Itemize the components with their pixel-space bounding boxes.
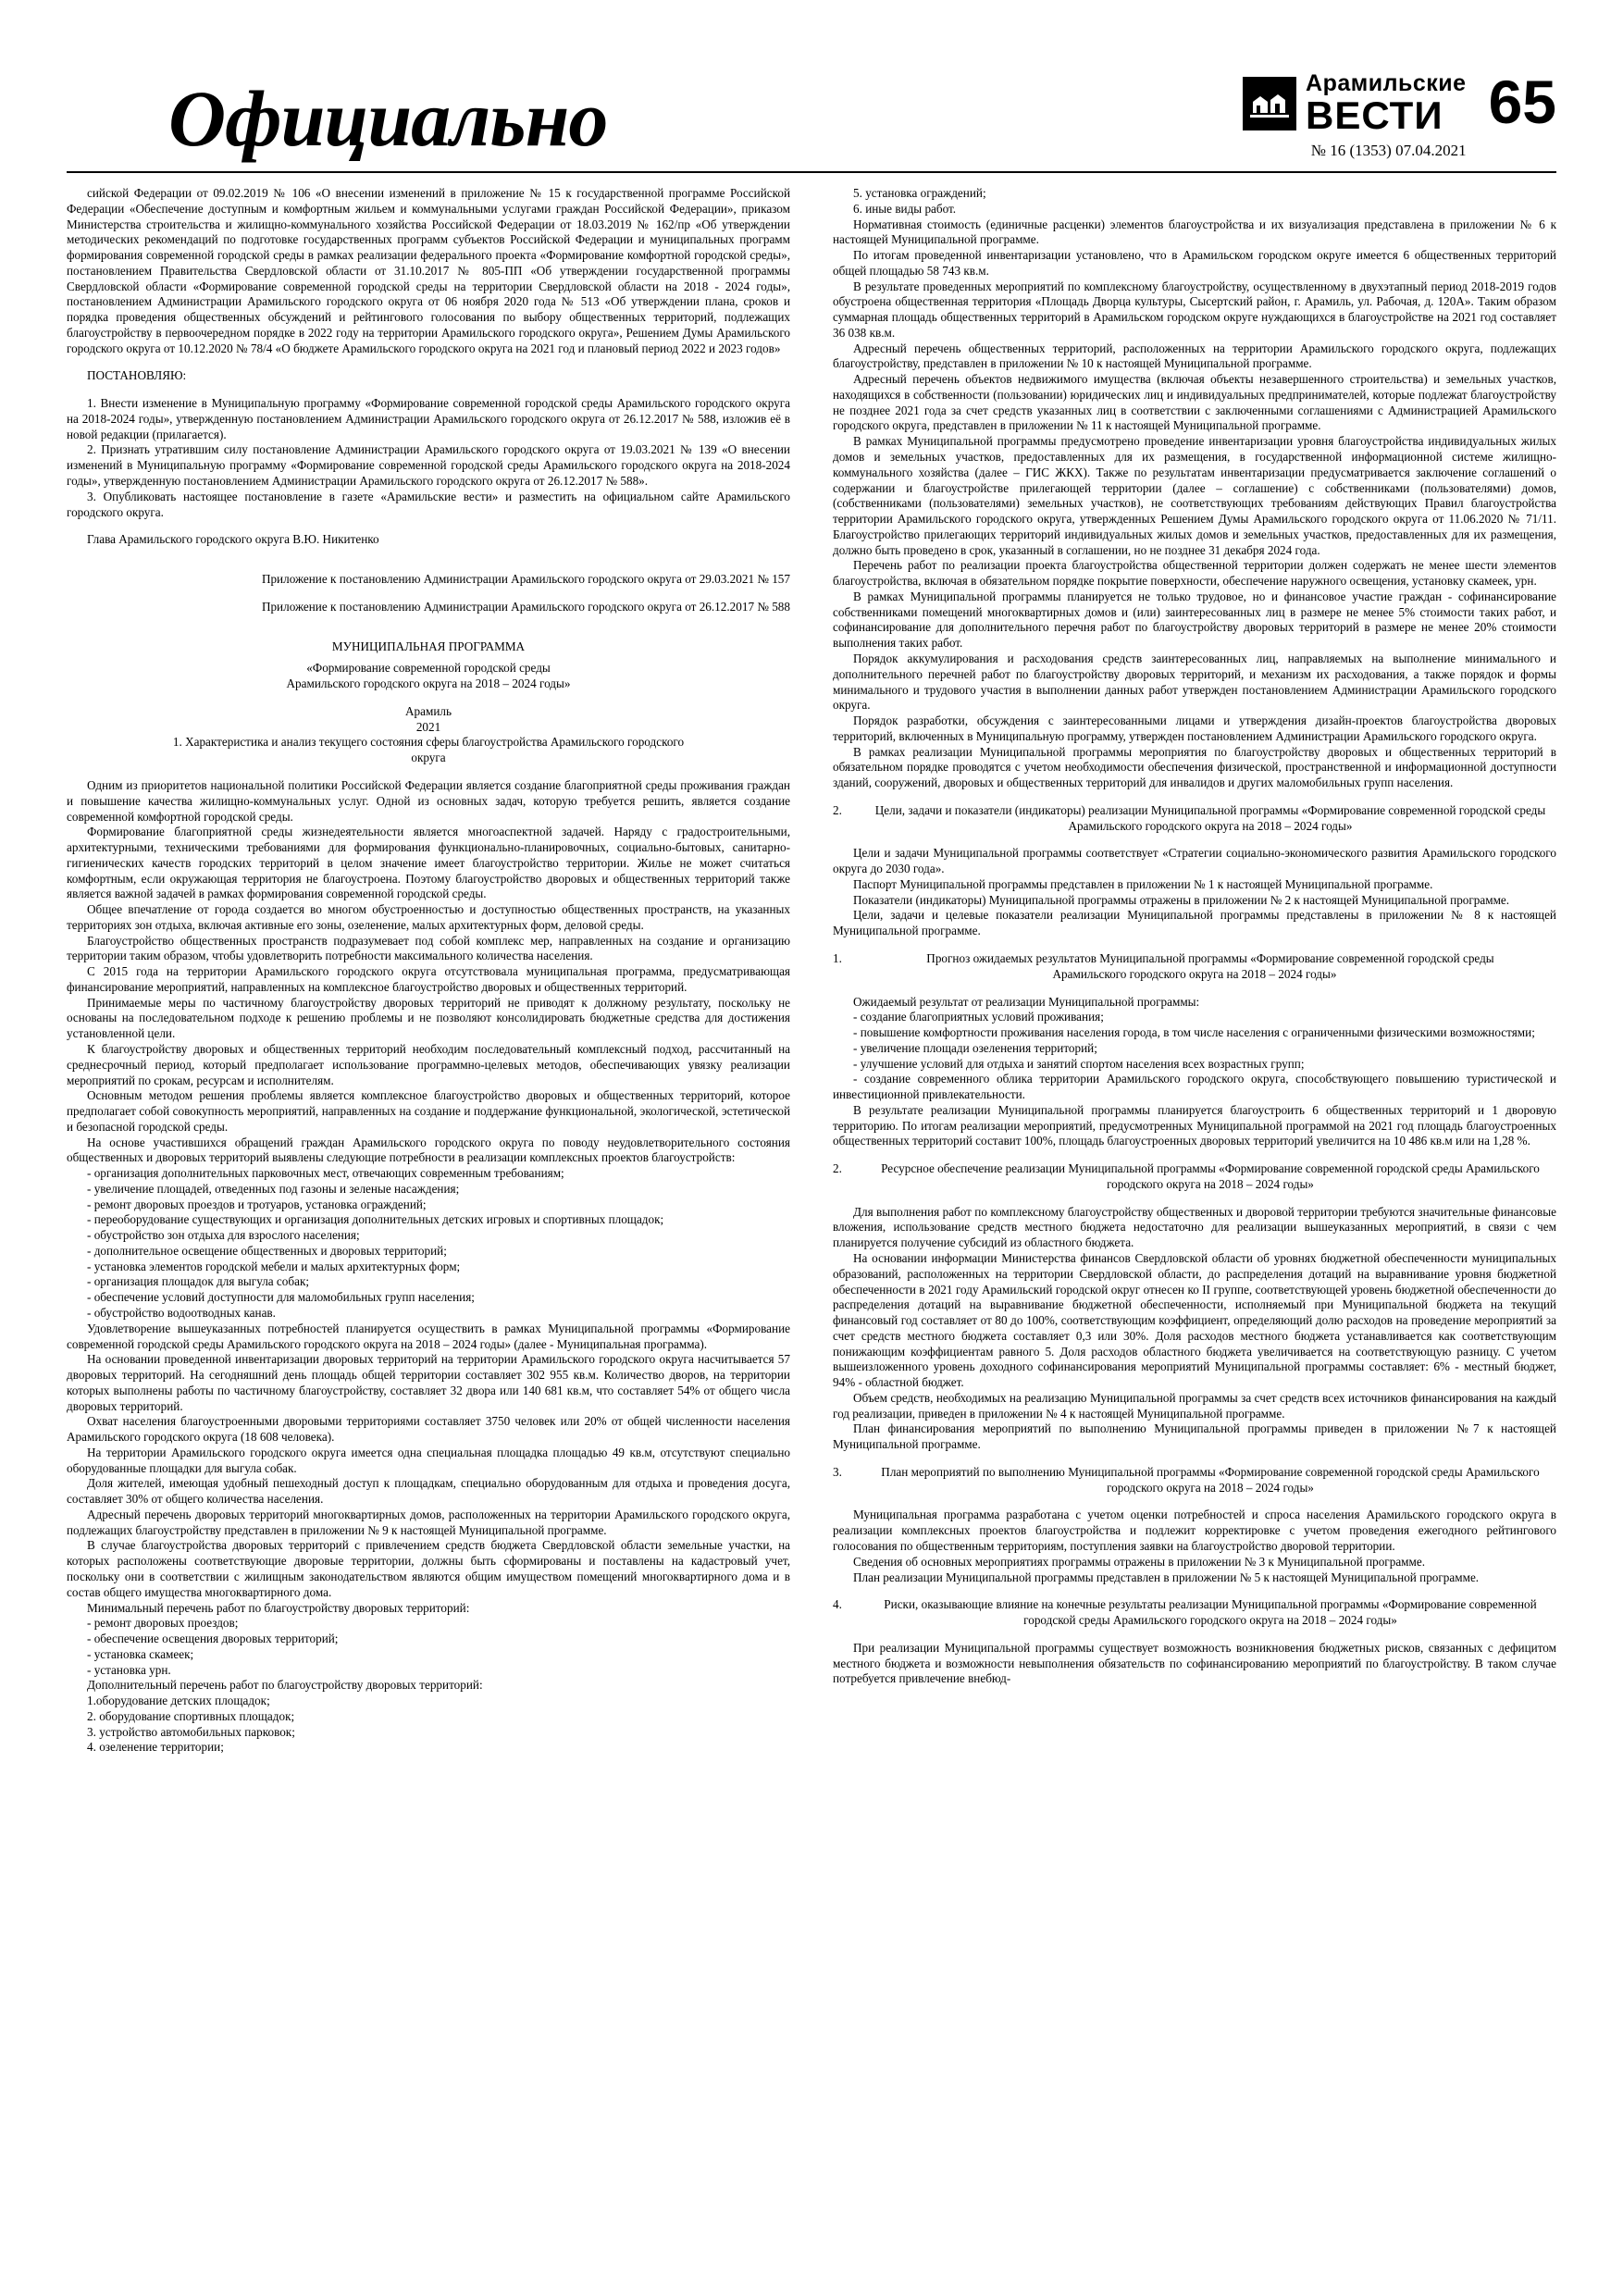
body-paragraph: - обеспечение условий доступности для маломобильных групп населения; bbox=[87, 1290, 475, 1305]
body-paragraph: Минимальный перечень работ по благоустройству дворовых территорий: bbox=[87, 1600, 470, 1615]
body-paragraph: В случае благоустройства дворовых территорий с привлечением средств бюджета Свердловской области земельные участки, на которых расположены соответствующие дворовые территории, должны быть сформированы и поставлены на кадастровый учет, поскольку они в соответствии с жилищным законодательством являются общим имуществом помещений многоквартирного дома и в состав общего имущества многоквартирного дома. bbox=[67, 1538, 790, 1599]
section-number: 1. bbox=[833, 950, 842, 965]
brand-block bbox=[1243, 72, 1467, 158]
body-paragraph: К благоустройству дворовых и общественных территорий необходим последовательный комплексный подход, рассчитанный на среднесрочный период, который предполагает использование программно-целевых методов, обеспечивающих увязку реализации мероприятий по срокам, ресурсам и исполнителям. bbox=[67, 1041, 790, 1087]
body-paragraph: 1.оборудование детских площадок; bbox=[87, 1694, 270, 1708]
paragraph-spacer bbox=[67, 766, 790, 778]
body-paragraph: 3. Опубликовать настоящее постановление в газете «Арамильские вести» и разместить на официальном сайте Арамильского городского округа. bbox=[67, 489, 790, 519]
brand-names bbox=[1306, 72, 1467, 135]
body-paragraph: - увеличение площади озеленения территорий; bbox=[853, 1040, 1097, 1055]
brand-line-2: ВЕСТИ bbox=[1306, 93, 1443, 137]
section-title: Прогноз ожидаемых результатов Муниципальной программы «Формирование современной городской среды bbox=[926, 950, 1494, 965]
body-paragraph: Нормативная стоимость (единичные расценки) элементов благоустройства и их визуализация представлена в приложении № 6 к настоящей Муниципальной программе. bbox=[833, 217, 1556, 247]
paragraph-spacer bbox=[833, 1496, 1556, 1508]
body-paragraph: 2. Признать утратившим силу постановление Администрации Арамильского городского округа от 19.03.2021 № 139 «О внесении изменений в Муниципальную программу «Формирование современной городской среды Арамильского городского округа на 2018-2024 годы», утвержденную постановлением Администрации Арамильского городского округа от 26.12.2017 № 588». bbox=[67, 442, 790, 489]
paragraph-spacer bbox=[833, 1149, 1556, 1161]
paragraph-spacer bbox=[67, 692, 790, 704]
body-paragraph: С 2015 года на территории Арамильского городского округа отсутствовала муниципальная программа, предусматривающая финансирование мероприятий, направленных на комплексное благоустройство дворовых и общественных территорий. bbox=[67, 964, 790, 994]
body-paragraph: Сведения об основных мероприятиях программы отражены в приложении № 3 к Муниципальной программе. bbox=[853, 1554, 1426, 1569]
body-paragraph: Для выполнения работ по комплексному благоустройству общественных и дворовой территории требуются значительные финансовые вложения, использование средств местного бюджета недостаточно для реализации вышеуказанных мероприятий, в связи с чем планируется получение субсидий из областного бюджета. bbox=[833, 1204, 1556, 1250]
paragraph-spacer bbox=[67, 588, 790, 600]
paragraph-spacer bbox=[833, 1453, 1556, 1465]
masthead-divider bbox=[67, 171, 1556, 173]
body-paragraph: Порядок аккумулирования и расходования средств заинтересованных лиц, направляемых на выполнение минимального и дополнительного перечней работ по благоустройству дворовых территорий, и механизм их расходования, а также порядок и формы минимального и трудового участия в выполнении данных работ утвержден постановлением Администрации Арамильского городского округа. bbox=[833, 651, 1556, 713]
paragraph-spacer bbox=[833, 1193, 1556, 1205]
body-paragraph: Порядок разработки, обсуждения с заинтересованными лицами и утверждения дизайн-проектов благоустройства дворовых территорий, включенных в Муниципальную программу, утвержден постановлением Администрации Арамильского городского округа. bbox=[833, 714, 1556, 743]
body-paragraph: Арамильского городского округа на 2018 – 2024 годы» bbox=[1052, 966, 1337, 981]
body-paragraph: Формирование благоприятной среды жизнедеятельности является многоаспектной задачей. Наряду с градостроительными, архитектурными, техническими требованиями для формирования функционально-планировочных, социально-бытовых, санитарно-гигиенических качеств городских территорий в целом значение имеет благоустройство территории. Жилье не может считаться комфортным, если окружающая территория не благоустроена. Поэтому благоустройство дворовых и общественных территорий также является важной задачей в рамках формирования современной городской среды. bbox=[67, 825, 790, 901]
brand-row bbox=[1243, 72, 1467, 135]
body-paragraph: 4. озеленение территории; bbox=[87, 1740, 224, 1755]
body-paragraph: В результате проведенных мероприятий по комплексному благоустройству, осуществленному в двухэтапный период 2018-2019 годов обустроена общественная территория «Площадь Дворца культуры, Сысертский район, г. Арамиль, ул. Рабочая, д. 120А». Таким образом суммарная площадь общественных территорий в Арамильском городском округе нуждающихся в благоустройстве на 2021 год составляет 36 038 кв.м. bbox=[833, 279, 1556, 340]
body-paragraph: 1. Внести изменение в Муниципальную программу «Формирование современной городской среды Арамильского городского округа на 2018-2024 годы», утвержденную постановлением Администрации Арамильского городского округа от 26.12.2017 № 588, изложив её в новой редакции (прилагается). bbox=[67, 396, 790, 441]
body-paragraph: В рамках реализации Муниципальной программы мероприятия по благоустройству дворовых и общественных территорий в обязательном порядке проводятся с учетом необходимости обеспечения физической, пространственной и информационной доступности зданий, сооружений, дворовых и общественных территорий для инвалидов и других маломобильных групп населения. bbox=[833, 744, 1556, 790]
body-paragraph: - создание благоприятных условий проживания; bbox=[853, 1010, 1104, 1024]
body-paragraph: Охват населения благоустроенными дворовыми территориями составляет 3750 человек или 20% от общей численности населения Арамильского городского округа (18 608 человека). bbox=[67, 1414, 790, 1445]
right-column bbox=[833, 186, 1556, 1756]
section-number: 4. bbox=[833, 1597, 842, 1612]
numbered-section-heading bbox=[833, 1597, 1556, 1629]
body-paragraph: Общее впечатление от города создается во многом обустроенностью и доступностью общественных пространств, на указанных территориях зон отдыха, включая активные его зоны, озеленение, малых архитектурных форм, деловой среды. bbox=[67, 902, 790, 932]
paragraph-spacer bbox=[67, 615, 790, 627]
body-paragraph: План финансирования мероприятий по выполнению Муниципальной программы приведен в приложении №7 к настоящей Муниципальной программе. bbox=[833, 1421, 1556, 1452]
body-paragraph: При реализации Муниципальной программы существует возможность возникновения бюджетных рисков, связанных с дефицитом местного бюджета и возможности невыполнения обязательств по софинансированию мероприятий по благоустройству. В таком случае потребуется привлечение внебюд- bbox=[833, 1640, 1556, 1686]
paragraph-spacer bbox=[67, 356, 790, 368]
body-paragraph: сийской Федерации от 09.02.2019 № 106 «О внесении изменений в приложение № 15 к государственной программе Российской Федерации «Обеспечение доступным и комфортным жильем и коммунальными услугами граждан Российской Федерации», приказом Министерства строительства и жилищно-коммунального хозяйства Российской Федерации от 18.03.2019 № 162/пр «Об утверждении методических рекомендаций по подготовке государственных программ субъектов Российской Федерации и муниципальных программ формирования современной городской среды в рамках реализации федерального проекта «Формирование комфортной городской среды», постановлением Правительства Свердловской области от 31.10.2017 № 805-ПП «Об утверждении государственной программы Свердловской области «Формирование современной городской среды на территории Свердловской области на 2018 - 2024 годы», постановлением Администрации Арамильского городского округа от 06 ноября 2020 года № 513 «Об утверждении плана, сроков и порядка проведения общественных обсуждений и рейтингового голосования по выбору общественных территорий, подлежащих благоустройству в первоочередном порядке в 2022 году на территории Арамильского городского округа», Решением Думы Арамильского городского округа от 10.12.2020 № 78/4 «О бюджете Арамильского городского округа на 2021 год и плановый период 2022 и 2023 годов» bbox=[67, 186, 790, 355]
body-paragraph: Показатели (индикаторы) Муниципальной программы отражены в приложении № 2 к настоящей Муниципальной программе. bbox=[853, 892, 1510, 907]
body-paragraph: - дополнительное освещение общественных и дворовых территорий; bbox=[87, 1243, 447, 1258]
body-paragraph: МУНИЦИПАЛЬНАЯ ПРОГРАММА bbox=[331, 639, 526, 653]
section-title: Цели, задачи и показатели (индикаторы) реализации Муниципальной программы «Формирование современной городской среды Арамильского городского округа на 2018 – 2024 годы» bbox=[874, 802, 1546, 833]
body-paragraph: Приложение к постановлению Администрации Арамильского городского округа от 26.12.2017 № 588 bbox=[261, 599, 790, 614]
body-paragraph: На основании информации Министерства финансов Свердловской области об уровнях бюджетной обеспеченности муниципальных образований, расположенных на территории Свердловской области, до распределения дотаций на выравнивание уровня бюджетной обеспеченности в 2021 году Арамильский городской округ отнесен ко II группе, соответствующей уровень бюджетной обеспеченности до распределения дотаций на выравнивание бюджетной обеспеченности, исполняемый при Муниципальной бюджета на текущий финансовый год составляет от 80 до 100%, соответствующим коэффициент, определяющий долю расходов на проведение мероприятий за счет средств местного бюджета составляет 0,3 или 30%. Доля расходов местного бюджета устанавливается как соответствующим понижающим коэффициентам равного 5. Доля расходов областного бюджета увеличивается на соответствующую разницу. С учетом вышеизложенного уровень доходного софинансирования мероприятий Муниципальной программы составляет: 6% - местный бюджет, 94% - областной бюджет. bbox=[833, 1251, 1556, 1390]
body-paragraph: - создание современного облика территории Арамильского городского округа, способствующего повышению туристической и инвестиционной привлекательности. bbox=[833, 1072, 1556, 1102]
paragraph-spacer bbox=[833, 1629, 1556, 1641]
brand-line-1: Арамильские bbox=[1306, 70, 1467, 96]
body-paragraph: В рамках Муниципальной программы предусмотрено проведение инвентаризации уровня благоустройства индивидуальных жилых домов и земельных участков, предоставленных для их размещения, в государственной информационной системе жилищно-коммунального хозяйства (далее – ГИС ЖКХ). Также по результатам инвентаризации предусматривается заключение соглашений о содержании и благоустройстве прилегающей территории (далее – соглашение) с собственниками (пользователями) домов, (собственниками (пользователями) земельных участков), не соответствующих требованиям действующих Правил благоустройства территории Арамильского городского округа, утвержденных Решением Думы Арамильского городского округа от 11.06.2020 № 71/11. Благоустройство прилегающих территорий индивидуальных жилых домов и земельных участков, предоставленных для их размещения, должно быть проведено в срок, указанный в соглашении, но не позднее 31 декабря 2024 года. bbox=[833, 434, 1556, 557]
paragraph-spacer bbox=[833, 834, 1556, 846]
paragraph-spacer bbox=[67, 560, 790, 572]
section-number: 2. bbox=[833, 802, 842, 817]
body-paragraph: 2021 bbox=[415, 719, 441, 734]
body-paragraph: - переоборудование существующих и организация дополнительных детских игровых и спортивных площадок; bbox=[87, 1212, 664, 1227]
numbered-section-heading bbox=[833, 1465, 1556, 1496]
section-number: 3. bbox=[833, 1464, 842, 1479]
body-paragraph: Принимаемые меры по частичному благоустройству дворовых территорий не приводят к должному результату, поскольку не основаны на последовательном подходе к решению проблемы и не позволяют консолидировать бюджетные средства для достижения установленной цели. bbox=[67, 995, 790, 1041]
body-paragraph: План реализации Муниципальной программы представлен в приложении № 5 к настоящей Муниципальной программе. bbox=[853, 1570, 1480, 1584]
body-paragraph: - улучшение условий для отдыха и занятий спортом населения всех возрастных групп; bbox=[853, 1056, 1305, 1071]
body-paragraph: Адресный перечень дворовых территорий многоквартирных домов, расположенных на территории Арамильского городского округа, подлежащих благоустройству представлен в приложении № 9 к настоящей Муниципальной программе. bbox=[67, 1507, 790, 1537]
masthead bbox=[67, 56, 1556, 166]
body-paragraph: 6. иные виды работ. bbox=[853, 201, 957, 216]
body-paragraph: Арамиль bbox=[405, 703, 452, 718]
issue-line: № 16 (1353) 07.04.2021 bbox=[1310, 142, 1467, 159]
body-paragraph: - установка элементов городской мебели и малых архитектурных форм; bbox=[87, 1259, 461, 1273]
body-paragraph: - ремонт дворовых проездов; bbox=[87, 1616, 239, 1631]
body-paragraph: Объем средств, необходимых на реализацию Муниципальной программы за счет средств всех источников финансирования на каждый год реализации, приведен в приложении № 4 к настоящей Муниципальной программе. bbox=[833, 1390, 1556, 1421]
body-paragraph: ПОСТАНОВЛЯЮ: bbox=[87, 368, 187, 383]
paragraph-spacer bbox=[67, 548, 790, 560]
paragraph-spacer bbox=[833, 939, 1556, 951]
paragraph-spacer bbox=[833, 983, 1556, 995]
body-paragraph: - увеличение площадей, отведенных под газоны и зеленые насаждения; bbox=[87, 1181, 460, 1196]
body-paragraph: Благоустройство общественных пространств подразумевает под собой комплекс мер, направленных на создание и организацию территории таким образом, чтобы удовлетворить потребности максимального количества населения. bbox=[67, 933, 790, 963]
body-paragraph: В результате реализации Муниципальной программы планируется благоустроить 6 общественных территорий и 1 дворовую территорию. По итогам реализации мероприятий, предусмотренных Муниципальной программой на 2021 год площадь благоустроенных общественных территорий составит 100%, площадь благоустроенных дворовых территорий увеличится на 10 486 кв.м или на 1,28 %. bbox=[833, 1102, 1556, 1148]
body-paragraph: Адресный перечень объектов недвижимого имущества (включая объекты незавершенного строительства) и земельных участков, находящихся в собственности (пользовании) юридических лиц и индивидуальных предпринимателей, которые подлежат благоустройству не позднее 2021 года за счет средств указанных лиц в соответствии с заключенными соглашениями с Администрацией Арамильского городского округа, представлен в приложении № 11 к настоящей Муниципальной программе. bbox=[833, 372, 1556, 433]
body-paragraph: На основе участившихся обращений граждан Арамильского городского округа по поводу неудовлетворительного состояния общественных и дворовых территорий выявлены следующие потребности в реализации комплексных проектов благоустройств: bbox=[67, 1135, 790, 1165]
body-paragraph: Цели и задачи Муниципальной программы соответствует «Стратегии социально-экономического развития Арамильского городского округа до 2030 года». bbox=[833, 846, 1556, 876]
body-paragraph: Ожидаемый результат от реализации Муниципальной программы: bbox=[853, 994, 1200, 1009]
section-title: Риски, оказывающие влияние на конечные результаты реализации Муниципальной программы «Формирование современной городской среды Арамильского городского округа на 2018 – 2024 годы» bbox=[884, 1597, 1537, 1628]
paragraph-spacer bbox=[67, 627, 790, 639]
paragraph-spacer bbox=[67, 654, 790, 661]
page-number: 65 bbox=[1488, 68, 1556, 136]
body-paragraph: - обустройство водоотводных канав. bbox=[87, 1306, 276, 1320]
paragraph-spacer bbox=[67, 520, 790, 532]
numbered-section-heading bbox=[833, 951, 1556, 967]
body-paragraph: округа bbox=[411, 751, 446, 765]
body-paragraph: 3. устройство автомобильных парковок; bbox=[87, 1724, 295, 1739]
body-paragraph: На основании проведенной инвентаризации дворовых территорий на территории Арамильского городского округа насчитывается 57 дворовых территорий. На сегодняшний день площадь общей территории составляет 302 955 кв.м. Количество дворов, на территории которых выполнены работы по частичному благоустройству, составляет 32 двора или 140 681 кв.м, что составляет 54% от общего числа дворовых территорий. bbox=[67, 1352, 790, 1413]
numbered-section-heading bbox=[833, 803, 1556, 835]
paragraph-spacer bbox=[67, 384, 790, 396]
section-title: План мероприятий по выполнению Муниципальной программы «Формирование современной городской среды Арамильского городского округа на 2018 – 2024 годы» bbox=[881, 1464, 1540, 1495]
body-paragraph: На территории Арамильского городского округа имеется одна специальная площадка площадью 49 кв.м, отсутствуют специально оборудованные площадки для выгула собак. bbox=[67, 1445, 790, 1475]
section-title: Ресурсное обеспечение реализации Муниципальной программы «Формирование современной городской среды Арамильского городского округа на 2018 – 2024 годы» bbox=[881, 1161, 1540, 1191]
body-paragraph: - обустройство зон отдыха для взрослого населения; bbox=[87, 1228, 360, 1243]
body-paragraph: - ремонт дворовых проездов и тротуаров, установка ограждений; bbox=[87, 1197, 427, 1211]
body-paragraph: - установка скамеек; bbox=[87, 1646, 194, 1661]
body-paragraph: Перечень работ по реализации проекта благоустройства общественной территории должен содержать не менее шести элементов благоустройства, включая в обязательном порядке покрытие поверхности, обеспечение наружного освещения, установку скамеек, урн. bbox=[833, 558, 1556, 589]
body-paragraph: - повышение комфортности проживания населения города, в том числе населения с ограниченными физическими возможностями; bbox=[853, 1025, 1535, 1040]
masthead-title: Официально bbox=[168, 74, 608, 163]
columns bbox=[67, 186, 1556, 1756]
body-paragraph: - организация площадок для выгула собак; bbox=[87, 1274, 310, 1289]
body-paragraph: 2. оборудование спортивных площадок; bbox=[87, 1708, 295, 1723]
body-paragraph: Удовлетворение вышеуказанных потребностей планируется осуществить в рамках Муниципальной программы «Формирование современной городской среды Арамильского городского округа на 2018 – 2024 годы» (далее - Муниципальная программа). bbox=[67, 1321, 790, 1351]
body-paragraph: - установка урн. bbox=[87, 1662, 171, 1677]
body-paragraph: «Формирование современной городской среды bbox=[306, 661, 551, 676]
body-paragraph: В рамках Муниципальной программы планируется не только трудовое, но и финансовое участие граждан - софинансирование собственниками помещений многоквартирных домов и (или) заинтересованных лиц в размере не менее 5% стоимости таких работ, и софинансирование для дополнительного перечня работ по благоустройству дворовых территорий в размере не менее 20% стоимости выполнения таких работ. bbox=[833, 589, 1556, 651]
paragraph-spacer bbox=[833, 791, 1556, 803]
body-paragraph: Приложение к постановлению Администрации Арамильского городского округа от 29.03.2021 № 157 bbox=[261, 572, 790, 587]
paragraph-spacer bbox=[833, 1585, 1556, 1597]
body-paragraph: Муниципальная программа разработана с учетом оценки потребностей и спроса населения Арамильского городского округа в реализации комплексных проектов благоустройства и подлежит корректировке с учетом проведения ежегодного рейтингового голосования по общественным территориям, поступления заявки на благоустройство дворовой территории. bbox=[833, 1508, 1556, 1554]
masthead-right bbox=[1243, 68, 1556, 159]
numbered-section-heading bbox=[833, 1161, 1556, 1193]
section-number: 2. bbox=[833, 1161, 842, 1176]
body-paragraph: - обеспечение освещения дворовых территорий; bbox=[87, 1632, 339, 1646]
left-column bbox=[67, 186, 790, 1756]
body-paragraph: Цели, задачи и целевые показатели реализации Муниципальной программы представлены в приложении № 8 к настоящей Муниципальной программе. bbox=[833, 908, 1556, 938]
body-paragraph: 5. установка ограждений; bbox=[853, 186, 986, 200]
body-paragraph: Глава Арамильского городского округа В.Ю. Никитенко bbox=[87, 532, 379, 547]
body-paragraph: Дополнительный перечень работ по благоустройству дворовых территорий: bbox=[87, 1678, 483, 1693]
body-paragraph: По итогам проведенной инвентаризации установлено, что в Арамильском городском округе имеется 6 общественных территорий общей площадью 58 743 кв.м. bbox=[833, 248, 1556, 278]
body-paragraph: 1. Характеристика и анализ текущего состояния сферы благоустройства Арамильского городского bbox=[172, 735, 685, 750]
body-paragraph: Паспорт Муниципальной программы представлен в приложении № 1 к настоящей Муниципальной программе. bbox=[853, 876, 1433, 891]
body-paragraph: Доля жителей, имеющая удобный пешеходный доступ к площадкам, специально оборудованным для отдыха и проведения досуга, составляет 30% от общего количества населения. bbox=[67, 1476, 790, 1507]
body-paragraph: Основным методом решения проблемы является комплексное благоустройство дворовых и общественных территорий, которое предполагает собой совокупность мероприятий, направленных на создание и поддержание функциональной, экологической, эстетической и безопасной городской среды. bbox=[67, 1088, 790, 1134]
body-paragraph: Одним из приоритетов национальной политики Российской Федерации является создание благоприятной среды проживания граждан и повышение качества жилищно-коммунальных услуг. Одной из основных задач, которую требуется решить, является создание современной комфортной городской среды. bbox=[67, 777, 790, 824]
body-paragraph: - организация дополнительных парковочных мест, отвечающих современным требованиям; bbox=[87, 1166, 564, 1181]
body-paragraph: Адресный перечень общественных территорий, расположенных на территории Арамильского городского округа, подлежащих благоустройству, представлен в приложении № 10 к настоящей Муниципальной программе. bbox=[833, 341, 1556, 371]
newspaper-logo-icon bbox=[1243, 77, 1296, 130]
body-paragraph: Арамильского городского округа на 2018 – 2024 годы» bbox=[286, 676, 571, 691]
